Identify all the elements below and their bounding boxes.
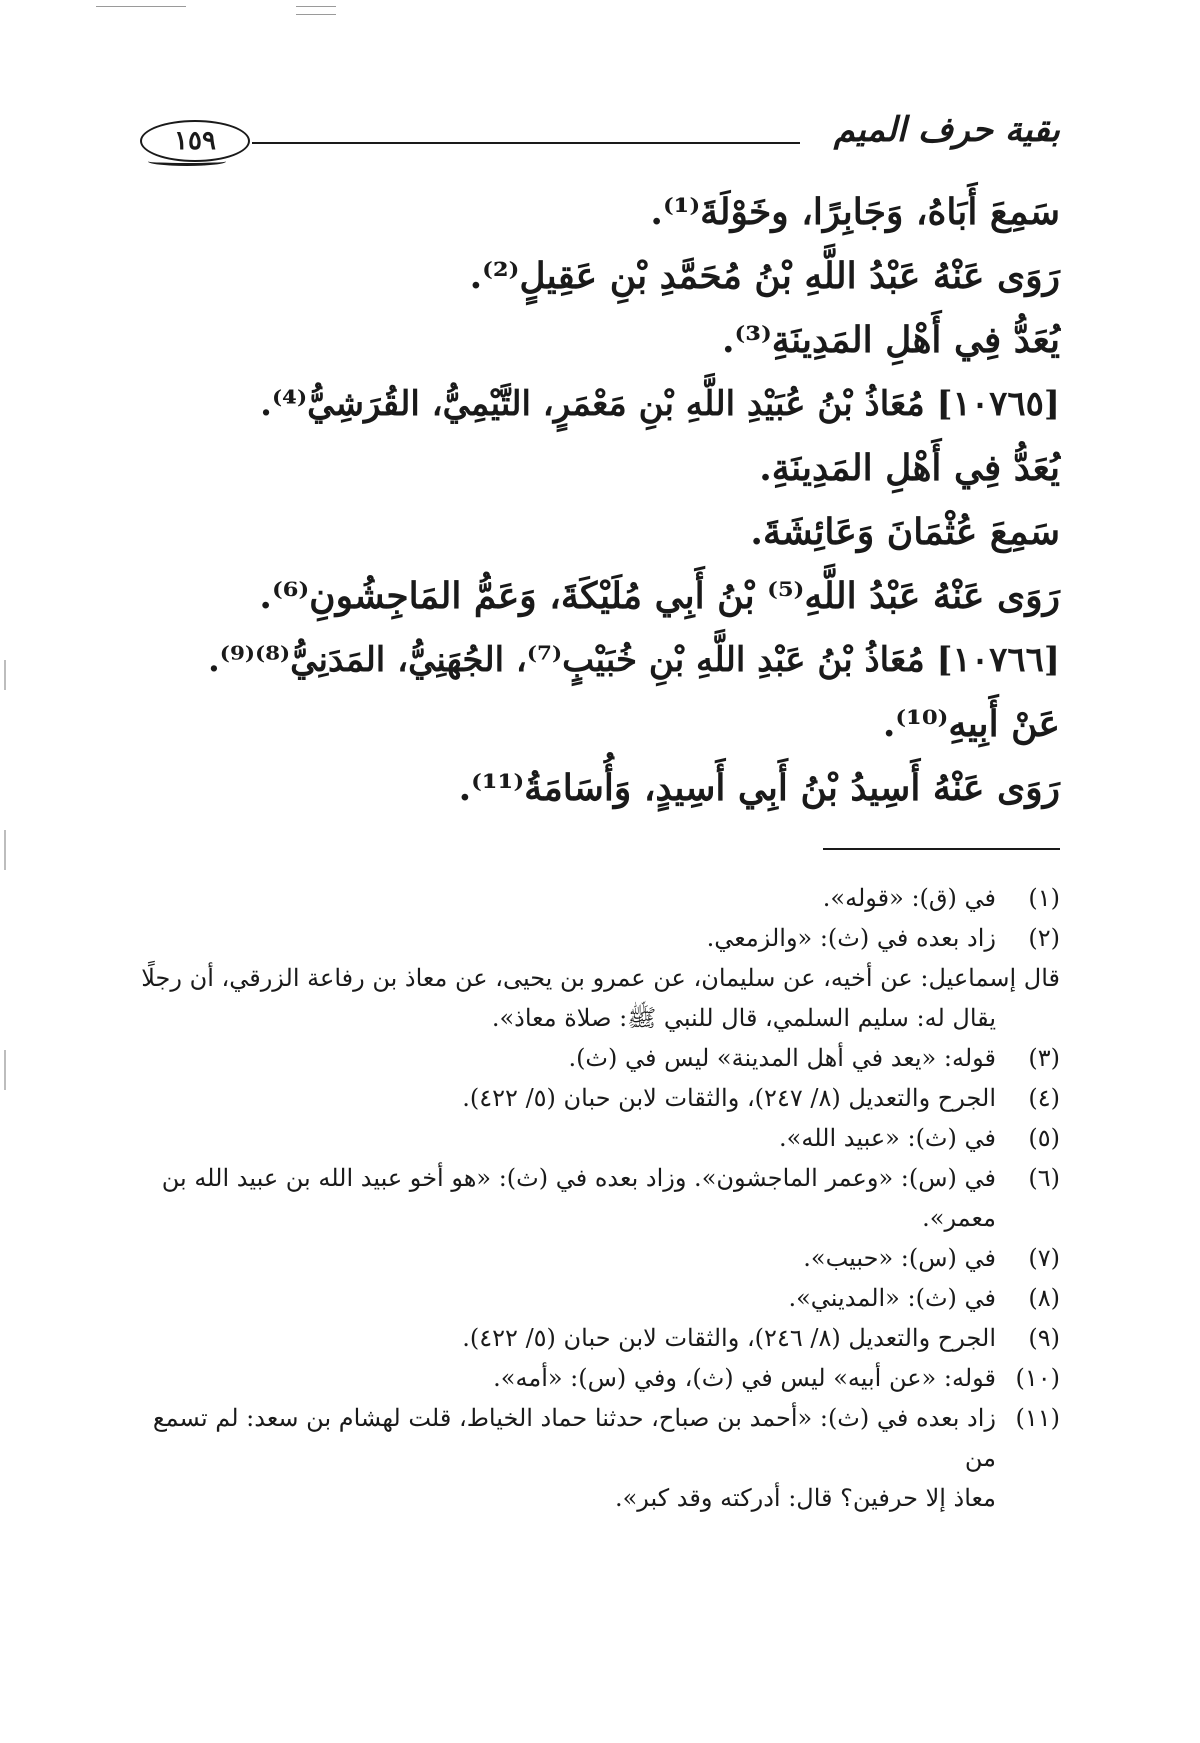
text-line: عَنْ أَبِيهِ⁽¹⁰⁾. <box>882 703 1060 745</box>
text-line: سَمِعَ أَبَاهُ، وَجَابِرًا، وخَوْلَةَ⁽¹⁾. <box>650 191 1060 233</box>
footnote-text: قوله: «يعد في أهل المدينة» ليس في (ث). <box>568 1044 996 1072</box>
footnote-text: في (س): «وعمر الماجشون». وزاد بعده في (ث): «هو أخو عبيد الله بن عبيد الله بن <box>161 1164 996 1192</box>
footnote-number: (٧) <box>1028 1244 1060 1272</box>
footnote-text: معمر». <box>922 1204 996 1232</box>
footnote-number: (١) <box>1028 884 1060 912</box>
footnote-text: قوله: «عن أبيه» ليس في (ث)، وفي (س): «أمه». <box>493 1364 996 1392</box>
footnotes <box>140 878 1060 1518</box>
text-line: يُعَدُّ فِي أَهْلِ المَدِينَةِ. <box>759 447 1060 489</box>
entry-heading: [١٠٧٦٦] مُعَاذُ بْنُ عَبْدِ اللَّهِ بْنِ خُبَيْبٍ⁽⁷⁾، الجُهَنِيُّ، المَدَنِيُّ⁽⁸⁾⁽⁹⁾. <box>207 640 1060 680</box>
footnote-text: في (ث): «عبيد الله». <box>779 1124 996 1152</box>
footnote-text: في (ث): «المديني». <box>788 1284 996 1312</box>
footnote <box>140 1278 1060 1318</box>
scan-edge-mark <box>4 660 6 690</box>
page-number: ١٥٩ <box>140 120 250 162</box>
footnote-number: (٤) <box>1028 1084 1060 1112</box>
footnote-number: (١١) <box>1015 1404 1060 1432</box>
footnote-number: (١٠) <box>1015 1364 1060 1392</box>
footnote-text: قال إسماعيل: عن أخيه، عن سليمان، عن عمرو بن يحيى، عن معاذ بن رفاعة الزرقي، أن رجلًا <box>141 964 1060 992</box>
page-header <box>140 110 1060 170</box>
footnote-text: الجرح والتعديل (٨/ ٢٤٦)، والثقات لابن حبان (٥/ ٤٢٢). <box>462 1324 996 1352</box>
footnote <box>140 1078 1060 1118</box>
footnote <box>140 1398 1060 1478</box>
footnote-text: الجرح والتعديل (٨/ ٢٤٧)، والثقات لابن حبان (٥/ ٤٢٢). <box>462 1084 996 1112</box>
scan-edge-mark <box>4 830 6 870</box>
text-line: رَوَى عَنْهُ أَسِيدُ بْنُ أَبِي أَسِيدٍ، وَأُسَامَةُ⁽¹¹⁾. <box>458 767 1060 809</box>
footnote-number: (٢) <box>1028 924 1060 952</box>
footnote-continuation <box>140 958 1060 998</box>
footnote-number: (٦) <box>1028 1164 1060 1192</box>
scan-top-marks <box>96 4 336 14</box>
footnote-text: يقال له: سليم السلمي، قال للنبي ﷺ: صلاة معاذ». <box>491 1004 996 1032</box>
footnote-text: زاد بعده في (ث): «والزمعي. <box>706 924 996 952</box>
footnote-number: (٨) <box>1028 1284 1060 1312</box>
footnote <box>140 1038 1060 1078</box>
footnote <box>140 1238 1060 1278</box>
footnote-continuation <box>140 1198 1060 1238</box>
footnote-rule <box>823 848 1060 850</box>
footnote-text: في (س): «حبيب». <box>803 1244 996 1272</box>
running-title: بقية حرف الميم <box>833 110 1060 150</box>
footnote-number: (٣) <box>1028 1044 1060 1072</box>
main-text <box>140 180 1060 820</box>
footnote <box>140 1118 1060 1158</box>
footnote <box>140 918 1060 958</box>
footnote <box>140 1158 1060 1198</box>
scan-edge-mark <box>4 1050 6 1090</box>
footnote-number: (٩) <box>1028 1324 1060 1352</box>
footnote-text: معاذ إلا حرفين؟ قال: أدركته وقد كبر». <box>614 1484 996 1512</box>
footnote-continuation <box>140 998 1060 1038</box>
header-rule <box>252 142 800 144</box>
footnote-continuation <box>140 1478 1060 1518</box>
entry-heading: [١٠٧٦٥] مُعَاذُ بْنُ عُبَيْدِ اللَّهِ بْنِ مَعْمَرٍ، التَّيْمِيُّ، القُرَشِيُّ⁽⁴⁾. <box>260 384 1060 424</box>
text-line: رَوَى عَنْهُ عَبْدُ اللَّهِ⁽⁵⁾ بْنُ أَبِي مُلَيْكَةَ، وَعَمُّ المَاجِشُونِ⁽⁶⁾. <box>259 575 1060 617</box>
text-line: سَمِعَ عُثْمَانَ وَعَائِشَةَ. <box>750 511 1060 553</box>
footnote <box>140 878 1060 918</box>
footnote-text: زاد بعده في (ث): «أحمد بن صباح، حدثنا حماد الخياط، قلت لهشام بن سعد: لم تسمع من <box>152 1404 996 1472</box>
footnote-text: في (ق): «قوله». <box>822 884 996 912</box>
footnote <box>140 1358 1060 1398</box>
text-line: يُعَدُّ فِي أَهْلِ المَدِينَةِ⁽³⁾. <box>722 319 1060 361</box>
footnote-number: (٥) <box>1028 1124 1060 1152</box>
footnote <box>140 1318 1060 1358</box>
text-line: رَوَى عَنْهُ عَبْدُ اللَّهِ بْنُ مُحَمَّدِ بْنِ عَقِيلٍ⁽²⁾. <box>469 255 1060 297</box>
